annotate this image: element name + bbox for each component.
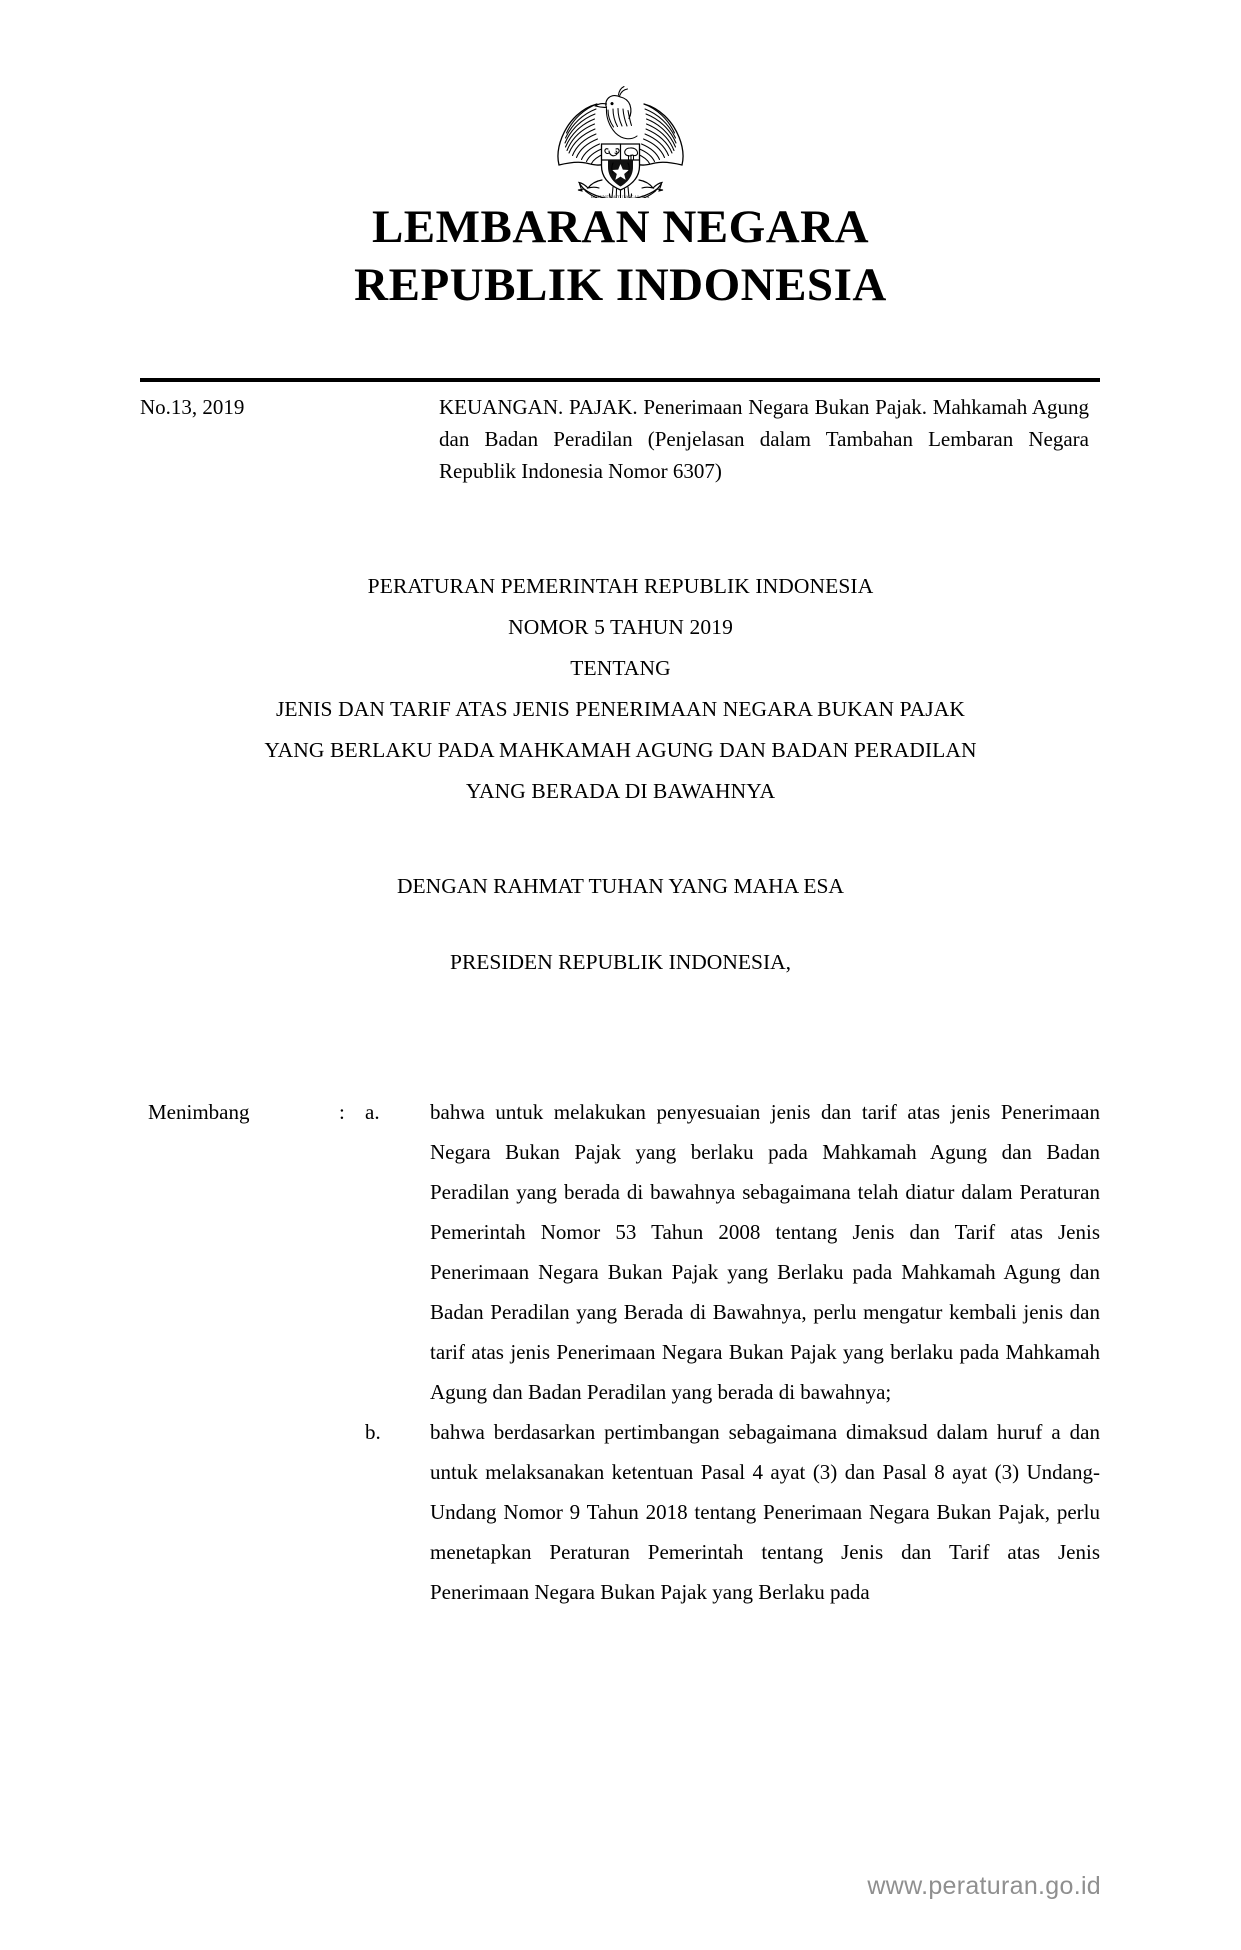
footer-watermark-url: www.peraturan.go.id [867,1872,1101,1900]
gazette-number: No.13, 2019 [140,395,245,419]
masthead-line-2: REPUBLIK INDONESIA [354,259,887,311]
title-line-subject-3: YANG BERADA DI BAWAHNYA [465,779,776,803]
title-line-subject-1: JENIS DAN TARIF ATAS JENIS PENERIMAAN NEGARA BUKAN PAJAK [275,697,966,721]
masthead-line-1: LEMBARAN NEGARA [371,201,870,253]
title-line-tentang: TENTANG [570,656,671,680]
invocation-blessing: DENGAN RAHMAT TUHAN YANG MAHA ESA [397,874,844,898]
header-divider-rule [140,378,1100,382]
title-line-number: NOMOR 5 TAHUN 2019 [508,615,733,639]
emblem-container [0,58,1241,203]
svg-text:BHINNEKA TUNGGAL IKA: BHINNEKA TUNGGAL IKA [591,194,650,198]
invocation-president: PRESIDEN REPUBLIK INDONESIA, [449,950,792,974]
consideration-marker: a. [365,1100,380,1124]
consideration-text: bahwa berdasarkan pertimbangan sebagaimana dimaksud dalam huruf a dan untuk melaksanakan ketentuan Pasal 4 ayat (3) dan Pasal 8 ayat (3) Undang-Undang Nomor 9 Tahun 2018 tentang Penerimaan Negara Bukan Pajak, perlu menetapkan Peraturan Pemerintah tentang Jenis dan Tarif atas Jenis Penerimaan Negara Bukan Pajak yang Berlaku pada [430,1420,1100,1604]
regulation-title-block [100,566,1141,812]
masthead [0,198,1241,314]
considerations-items [365,1092,1100,1612]
consideration-item [365,1092,1100,1412]
footer [0,1872,1241,1901]
consideration-item [365,1412,1100,1612]
garuda-pancasila-emblem [538,58,703,198]
consideration-marker: b. [365,1420,381,1444]
considerations-colon: : [339,1100,345,1124]
title-line-subject-2: YANG BERLAKU PADA MAHKAMAH AGUNG DAN BADAN PERADILAN [264,738,977,762]
gazette-subject: KEUANGAN. PAJAK. Penerimaan Negara Bukan Pajak. Mahkamah Agung dan Badan Peradilan (Penjelasan dalam Tambahan Lembaran Negara Republik Indonesia Nomor 6307) [439,395,1089,483]
title-line-authority: PERATURAN PEMERINTAH REPUBLIK INDONESIA [367,574,874,598]
invocation-block [100,866,1141,983]
considerations-label: Menimbang [148,1100,250,1124]
consideration-text: bahwa untuk melakukan penyesuaian jenis dan tarif atas jenis Penerimaan Negara Bukan Pajak yang berlaku pada Mahkamah Agung dan Badan Peradilan yang berada di bawahnya sebagaimana telah diatur dalam Peraturan Pemerintah Nomor 53 Tahun 2008 tentang Jenis dan Tarif atas Jenis Penerimaan Negara Bukan Pajak yang Berlaku pada Mahkamah Agung dan Badan Peradilan yang Berada di Bawahnya, perlu mengatur kembali jenis dan tarif atas jenis Penerimaan Negara Bukan Pajak yang berlaku pada Mahkamah Agung dan Badan Peradilan yang berada di bawahnya; [430,1100,1100,1404]
